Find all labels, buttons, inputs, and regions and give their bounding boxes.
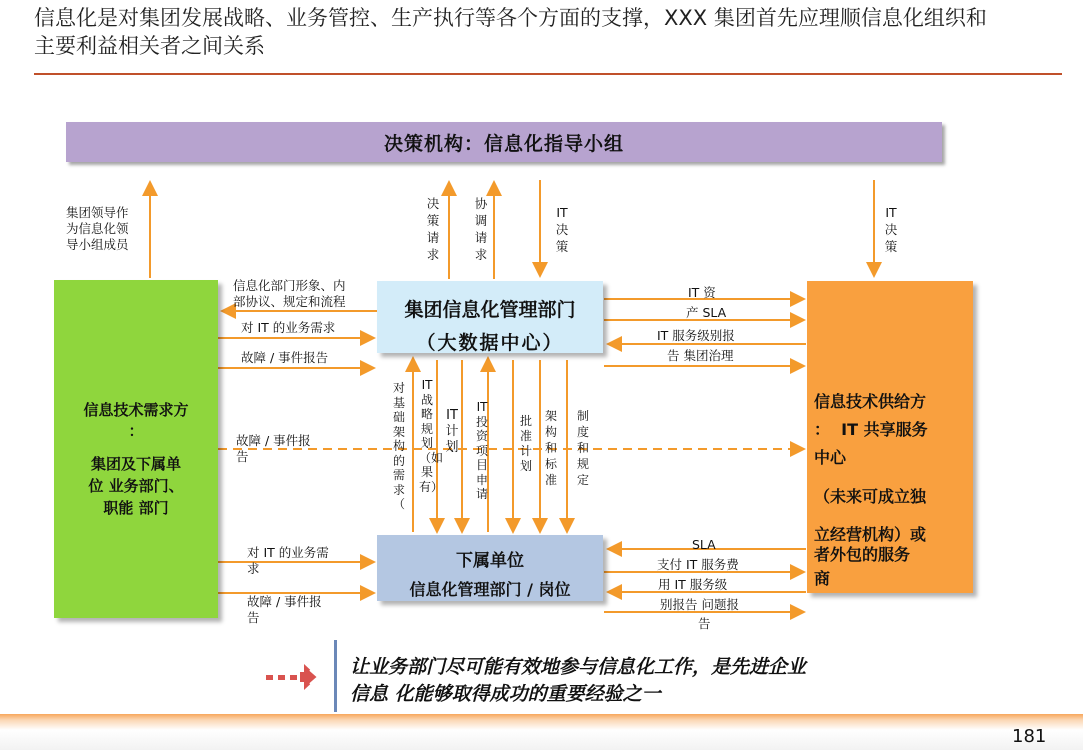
approve-plan-label: 批准计划 [519, 414, 532, 473]
footer-bar [0, 714, 1083, 750]
it-decision-label-2: IT决策 [884, 205, 898, 254]
image-protocol-label: 信息化部门形象、内 部协议、规定和流程 [233, 278, 346, 309]
page-title: 信息化是对集团发展战略、业务管控、生产执行等各个方面的支撑，XXX 集团首先应理顺信息化组织和主要利益相关者之间关系 [34, 6, 987, 58]
strategy-plan-label: IT战略规划（如果有） [419, 378, 444, 494]
pay-it-label: 支付 IT 服务费 [657, 557, 739, 572]
use-it-label: 用 IT 服务级 [658, 577, 728, 592]
supply-line-1: 信息技术供给方 [814, 392, 927, 411]
supply-line-3: 中心 [814, 448, 847, 467]
it-biz-need-label-1: 对 IT 的业务需求 [241, 320, 336, 335]
it-invest-label: IT投资项目申请 [475, 400, 488, 501]
supply-line-4: （未来可成立独 [814, 487, 927, 506]
it-asset-label-2: 产 SLA [686, 305, 727, 320]
group-it-dept-box [377, 281, 603, 353]
takeaway-divider [334, 640, 337, 712]
it-service-label-2: 告 集团治理 [667, 348, 734, 363]
decision-request-label: 决策请求 [426, 196, 440, 262]
takeaway-line-2: 信息 化能够取得成功的重要经验之一 [350, 683, 661, 705]
fault-report-label-1: 故障 / 事件报告 [241, 350, 329, 365]
supply-side-box [807, 281, 973, 593]
takeaway-line-1: 让业务部门尽可能有效地参与信息化工作，是先进企业 [350, 656, 807, 678]
demand-line-2: ： [128, 422, 144, 440]
it-service-label-1: IT 服务级别报 [657, 328, 735, 343]
supply-line-7: 商 [814, 569, 831, 588]
report-end-label: 告 [698, 616, 711, 631]
infra-need-label: 对基础架构的需求（ [392, 381, 405, 511]
it-plan-label: IT计划 [445, 408, 459, 455]
demand-line-4: 位 业务部门、 [88, 477, 184, 495]
sla-label: SLA [692, 537, 716, 552]
arch-standard-label: 架构和标准 [544, 409, 557, 487]
other-report-label: 别报告 问题报 [660, 597, 739, 612]
subsidiary-role-label: 信息化管理部门 / 岗位 [409, 580, 571, 599]
demand-line-1: 信息技术需求方 [83, 401, 189, 419]
fault-report-label-2: 故障 / 事件报 告 [247, 594, 322, 625]
decision-body-label: 决策机构：信息化指导小组 [383, 132, 624, 155]
fault-report-mid-label: 故障 / 事件报 告 [236, 433, 311, 464]
supply-line-6: 者外包的服务 [814, 545, 911, 564]
subsidiary-label: 下属单位 [456, 551, 524, 571]
takeaway-text [350, 654, 806, 708]
takeaway-arrow-icon [266, 660, 336, 694]
policy-label: 制度和规定 [576, 409, 589, 487]
demand-line-3: 集团及下属单 [90, 455, 181, 473]
page-number: 181 [1012, 726, 1047, 747]
it-asset-label-1: IT 资 [688, 285, 716, 300]
it-decision-label-1: IT决策 [555, 205, 569, 254]
demand-side-box [54, 280, 218, 618]
leader-member-label: 集团领导作 为信息化领 导小组成员 [66, 205, 129, 252]
subsidiary-it-box [377, 535, 603, 601]
big-data-center-label: （大数据中心） [416, 332, 564, 354]
demand-line-5: 职能 部门 [103, 499, 169, 517]
supply-line-5: 立经营机构）或 [814, 525, 927, 544]
it-biz-need-label-2: 对 IT 的业务需 求 [247, 545, 329, 576]
group-it-dept-label: 集团信息化管理部门 [404, 299, 576, 321]
supply-line-2: ： IT 共享服务 [814, 420, 928, 439]
coordinate-request-label: 协调请求 [474, 196, 488, 262]
